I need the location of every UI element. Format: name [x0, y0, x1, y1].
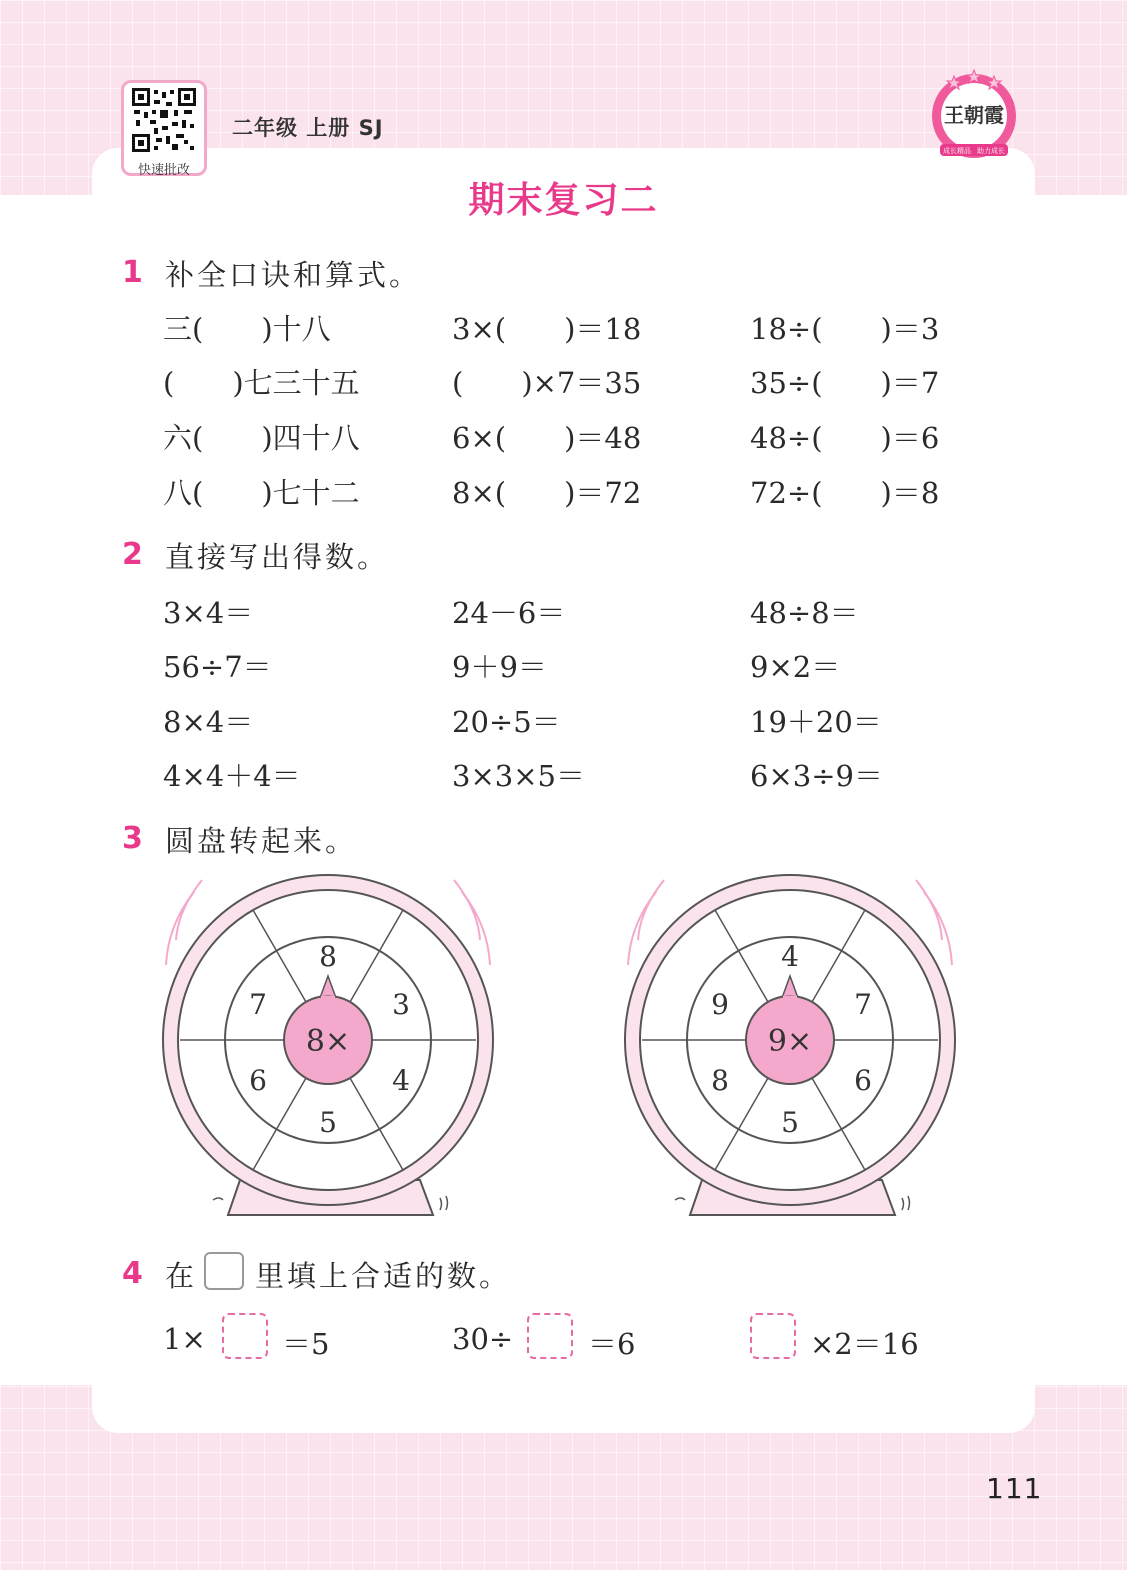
dial-number: 6 — [249, 1064, 267, 1097]
q2-cell: 3×4＝ — [163, 596, 254, 630]
q2-cell: 9×2＝ — [750, 650, 841, 684]
dial-number: 6 — [854, 1064, 872, 1097]
brand-tag-right: 助力成长 — [977, 147, 1005, 155]
q1-cell: 八( )七十二 — [163, 476, 360, 510]
q1-cell: 35÷( )＝7 — [750, 366, 940, 400]
dial-number: 4 — [781, 940, 799, 973]
qr-code-icon — [132, 88, 196, 152]
q2-text: 直接写出得数。 — [165, 540, 390, 574]
dial-center-label: 9× — [767, 1024, 813, 1059]
q2-cell: 4×4＋4＝ — [163, 759, 301, 793]
dial-number: 5 — [781, 1106, 799, 1139]
q1-cell: 六( )四十八 — [163, 421, 360, 455]
grade-label: 二年级 上册 SJ — [232, 116, 384, 140]
q2-cell: 56÷7＝ — [163, 650, 272, 684]
q4-item-before: 1× — [163, 1322, 206, 1356]
q4-text-before: 在 — [165, 1259, 198, 1293]
q1-cell: ( )×7＝35 — [452, 366, 642, 400]
brand-name: 王朝霞 — [944, 103, 1004, 127]
q4-item-after: ×2＝16 — [810, 1327, 919, 1361]
q2-cell: 48÷8＝ — [750, 596, 859, 630]
dial-center-label: 8× — [305, 1024, 351, 1059]
dial-right — [620, 870, 960, 1230]
q2-cell: 24－6＝ — [452, 596, 566, 630]
q1-text: 补全口诀和算式。 — [165, 258, 422, 292]
q1-cell: 三( )十八 — [163, 312, 331, 346]
q1-cell: 3×( )＝18 — [452, 312, 642, 346]
q4-item-before: 30÷ — [452, 1322, 514, 1356]
q2-cell: 9＋9＝ — [452, 650, 547, 684]
q4-item-after: ＝6 — [588, 1327, 636, 1361]
q1-cell: 18÷( )＝3 — [750, 312, 940, 346]
q1-cell: 72÷( )＝8 — [750, 476, 940, 510]
q2-cell: 3×3×5＝ — [452, 759, 585, 793]
q4-text-after: 里填上合适的数。 — [255, 1259, 512, 1293]
q4-item-after: ＝5 — [282, 1327, 330, 1361]
dial-number: 7 — [854, 988, 872, 1021]
brand-tag-left: 成长精品 — [943, 147, 971, 155]
dial-number: 8 — [319, 940, 337, 973]
answer-box[interactable] — [222, 1313, 268, 1359]
page-number: 111 — [986, 1472, 1043, 1505]
q2-cell: 20÷5＝ — [452, 705, 561, 739]
dial-number: 9 — [711, 988, 729, 1021]
answer-box[interactable] — [527, 1313, 573, 1359]
q2-cell: 8×4＝ — [163, 705, 254, 739]
dial-number: 8 — [711, 1064, 729, 1097]
q4-number: 4 — [122, 1256, 143, 1291]
dial-number: 7 — [249, 988, 267, 1021]
dial-number: 5 — [319, 1106, 337, 1139]
page-title: 期末复习二 — [468, 180, 659, 221]
dial-left — [158, 870, 498, 1230]
answer-box[interactable] — [750, 1313, 796, 1359]
q3-text: 圆盘转起来。 — [165, 824, 358, 858]
brand-logo — [928, 68, 1020, 162]
dial-number: 3 — [392, 988, 410, 1021]
q1-cell: 48÷( )＝6 — [750, 421, 940, 455]
q2-cell: 19＋20＝ — [750, 705, 882, 739]
q1-cell: ( )七三十五 — [163, 366, 360, 400]
q2-cell: 6×3÷9＝ — [750, 759, 883, 793]
q1-number: 1 — [122, 255, 143, 290]
q3-number: 3 — [122, 821, 143, 856]
answer-box-legend — [204, 1252, 244, 1290]
dial-number: 4 — [392, 1064, 410, 1097]
q1-cell: 6×( )＝48 — [452, 421, 642, 455]
q2-number: 2 — [122, 537, 143, 572]
qr-code[interactable] — [121, 80, 207, 176]
qr-label: 快速批改 — [137, 163, 190, 178]
q1-cell: 8×( )＝72 — [452, 476, 642, 510]
